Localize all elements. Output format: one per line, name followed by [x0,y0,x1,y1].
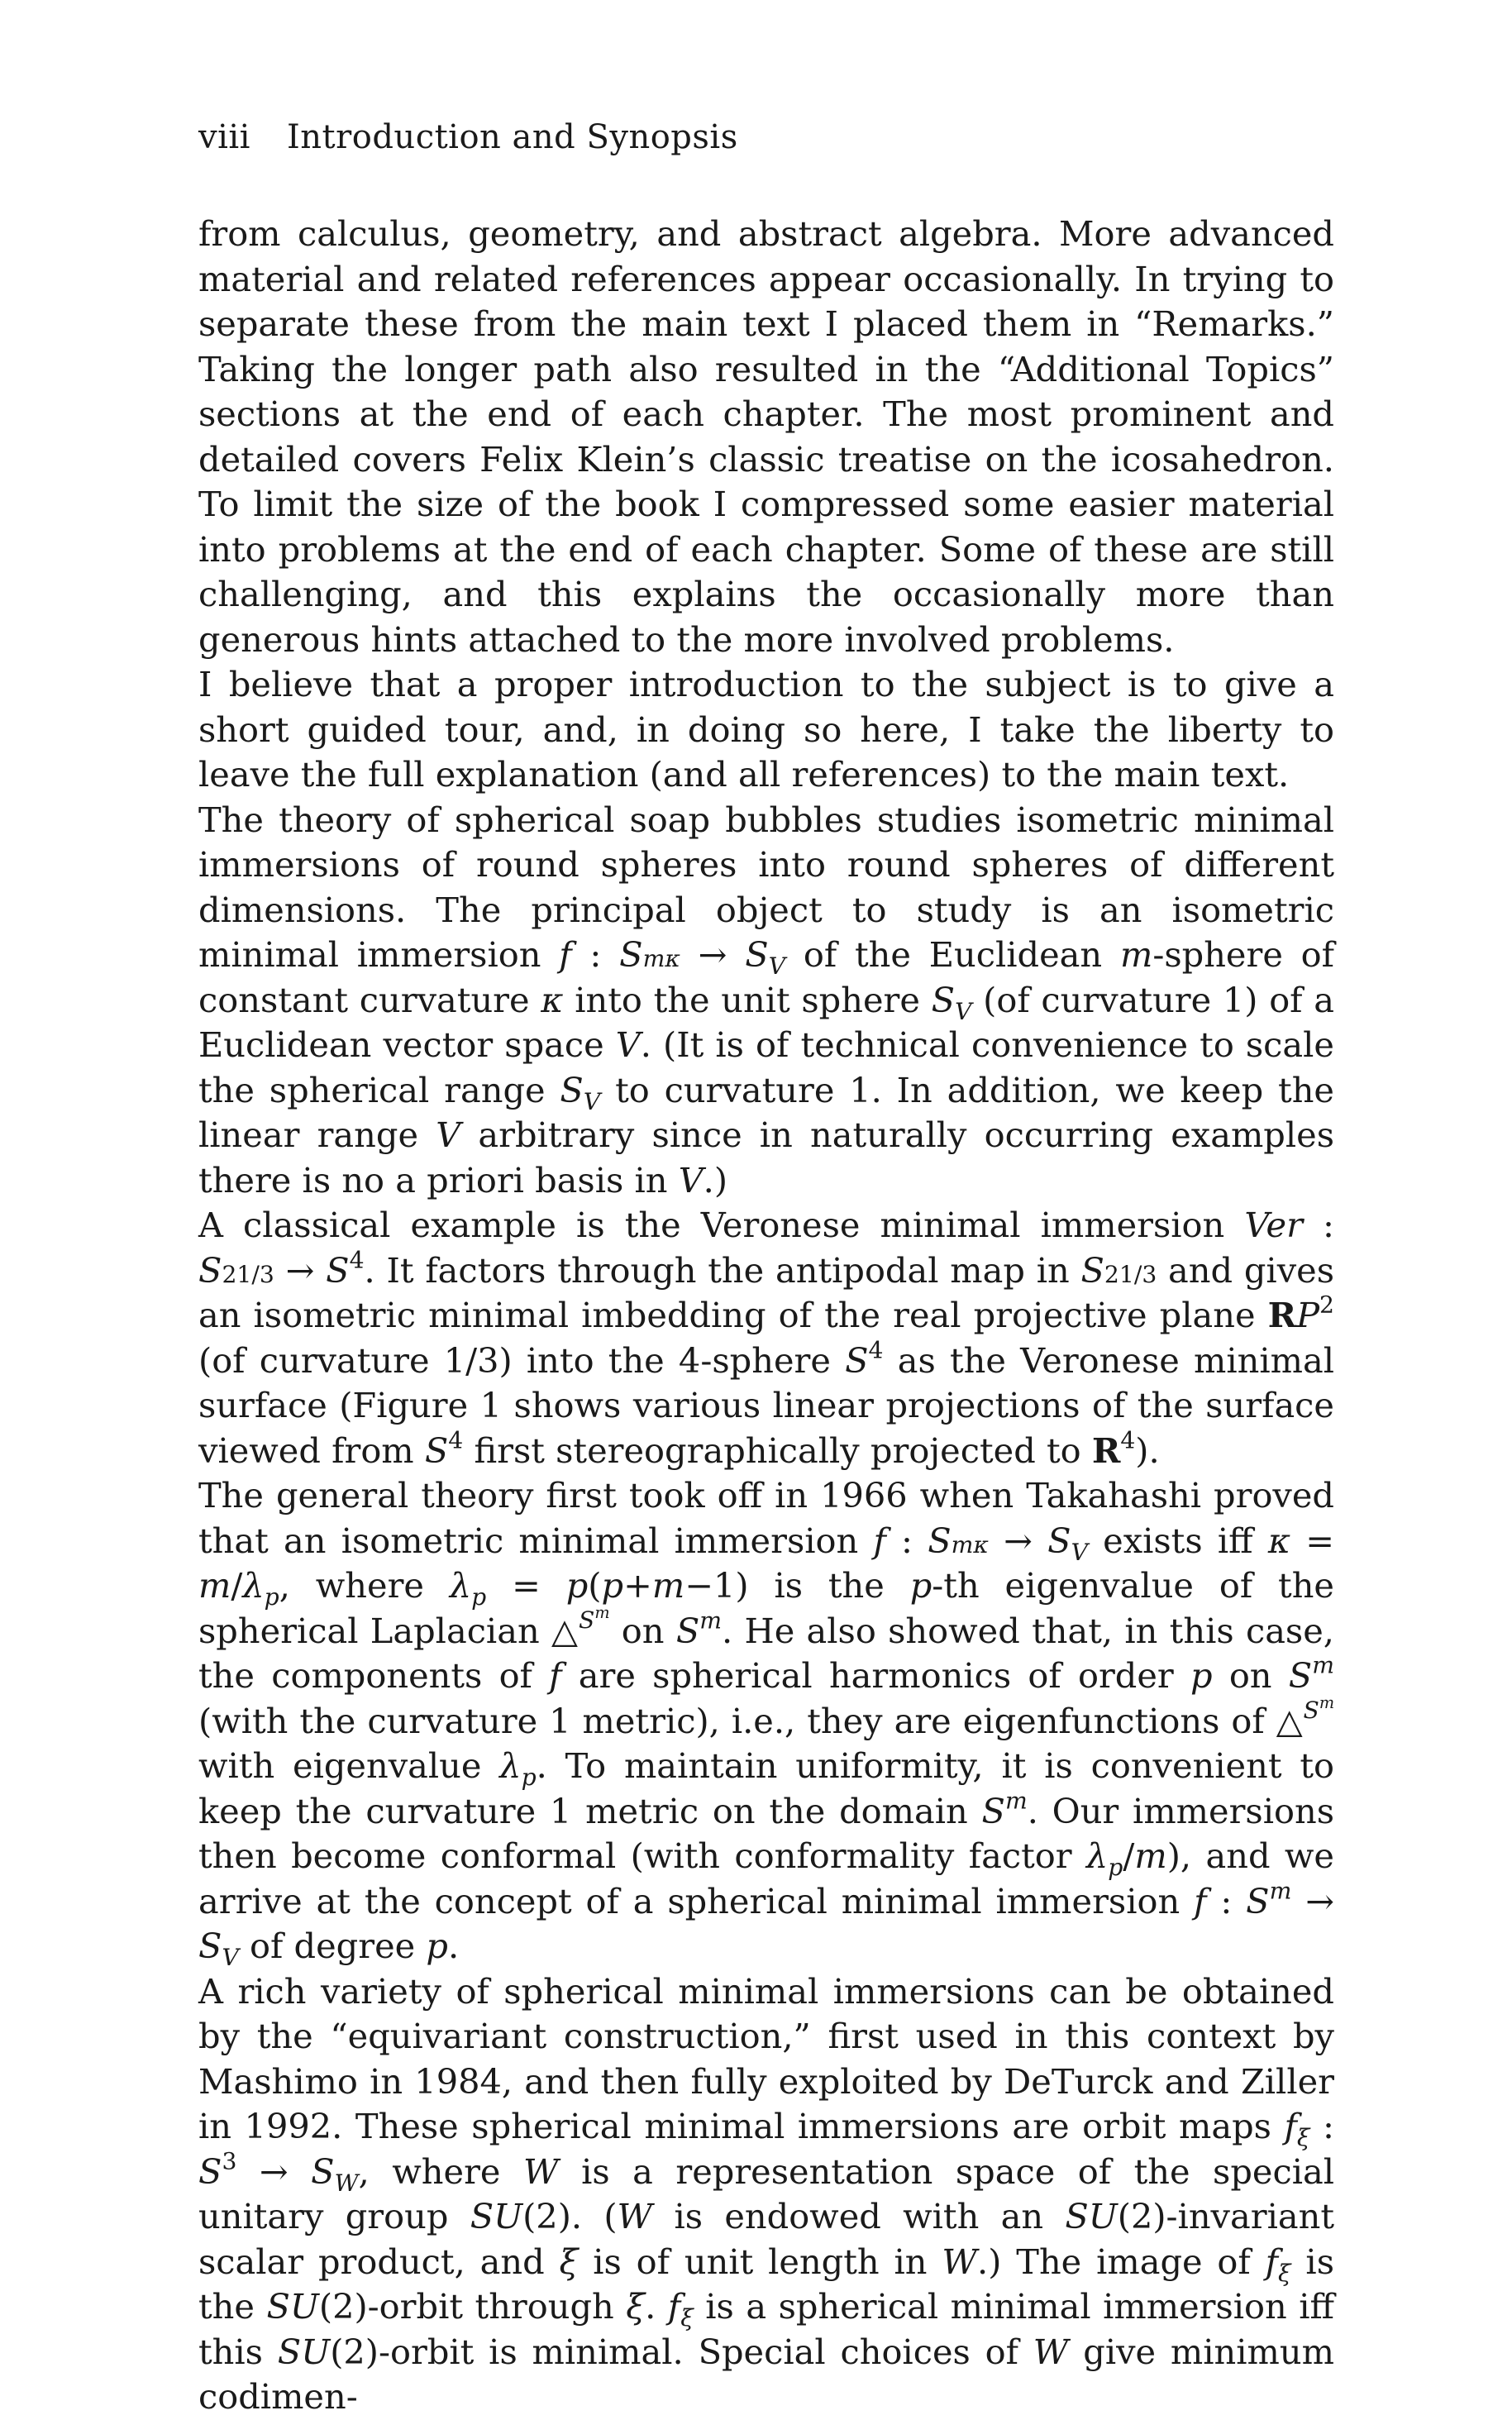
paragraph-3: The theory of spherical soap bubbles studies isometric minimal immersions of round spheres into round spheres of different dimensions. The principal object to study is an isometric minimal immersion f : $Sm\kappa \to S_V$ of the Euclidean m-sphere of constant curvature κ into the unit sphere $S_V$ (of curvature 1) of a Euclidean vector space V. (It is of technical convenience to scale the spherical range $S_V$ to curvature 1. In addition, we keep the linear range V arbitrary since in naturally occurring examples there is no a priori basis in V.) [198,799,1335,1200]
running-header [198,118,738,156]
running-title: Introduction and Synopsis [286,118,738,156]
paragraph-4: A classical example is the Veronese minimal immersion Ver : $S21/3 \to S^4$. It factors through the antipodal map in S21/3 and gives an isometric minimal imbedding of the real projective plane $RP^2$ (of curvature 1/3) into the 4-sphere $S^4$ as the Veronese minimal surface (Figure 1 shows various linear projections of the surface viewed from $S^4$ first stereographically projected to $R^4$). [198,1205,1334,1471]
paragraph-1: from calculus, geometry, and abstract algebra. More advanced material and related references appear occasionally. In trying to separate these from the main text I placed them in “Remarks.” Taking the longer path also resulted in the “Additional Topics” sections at the end of each chapter. The most prominent and detailed covers Felix Klein’s classic treatise on the icosahedron. To limit the size of the book I compressed some easier material into problems at the end of each chapter. Some of these are still challenging, and this explains the occasionally more than generous hints attached to the more involved problems. [198,213,1334,660]
paragraph-5: The general theory first took off in 1966 when Takahashi proved that an isometric minimal immersion f : $Sm\kappa \to S_V$ exists iff $\kappa = m/\lambda_p$, where $\lambda_p = p(p+m-1)$ is the p-th eigenvalue of the spherical Laplacian △$^{S^m}$ on $S^m$. He also showed that, in this case, the components of f are spherical harmonics of order p on $S^m$ (with the curvature 1 metric), i.e., they are eigenfunctions of △$^{S^m}$ with eigenvalue $\lambda_p$. To maintain uniformity, it is convenient to keep the curvature 1 metric on the domain $S^m$. Our immersions then become conformal (with conformality factor $\lambda_p/m$), and we arrive at the concept of a spherical minimal immersion f : $S^m \to S_V$ of degree p. [198,1475,1335,1972]
main-text [198,212,1334,2420]
paragraph-6: A rich variety of spherical minimal immersions can be obtained by the “equivariant construction,” first used in this context by Mashimo in 1984, and then fully exploited by DeTurck and Ziller in 1992. These spherical minimal immersions are orbit maps $f_\xi$ : $S^3 \to S_W$, where W is a representation space of the special unitary group SU(2). (W is endowed with an SU(2)-invariant scalar product, and ξ is of unit length in W.) The image of $f_\xi$ is the SU(2)-orbit through ξ. $f_\xi$ is a spherical minimal immersion iff this SU(2)-orbit is minimal. Special choices of W give minimum codimen- [198,1970,1335,2417]
page-number: viii [198,118,250,156]
paragraph-2: I believe that a proper introduction to the subject is to give a short guided tour, and, in doing so here, I take the liberty to leave the full explanation (and all references) to the main text. [198,664,1334,795]
